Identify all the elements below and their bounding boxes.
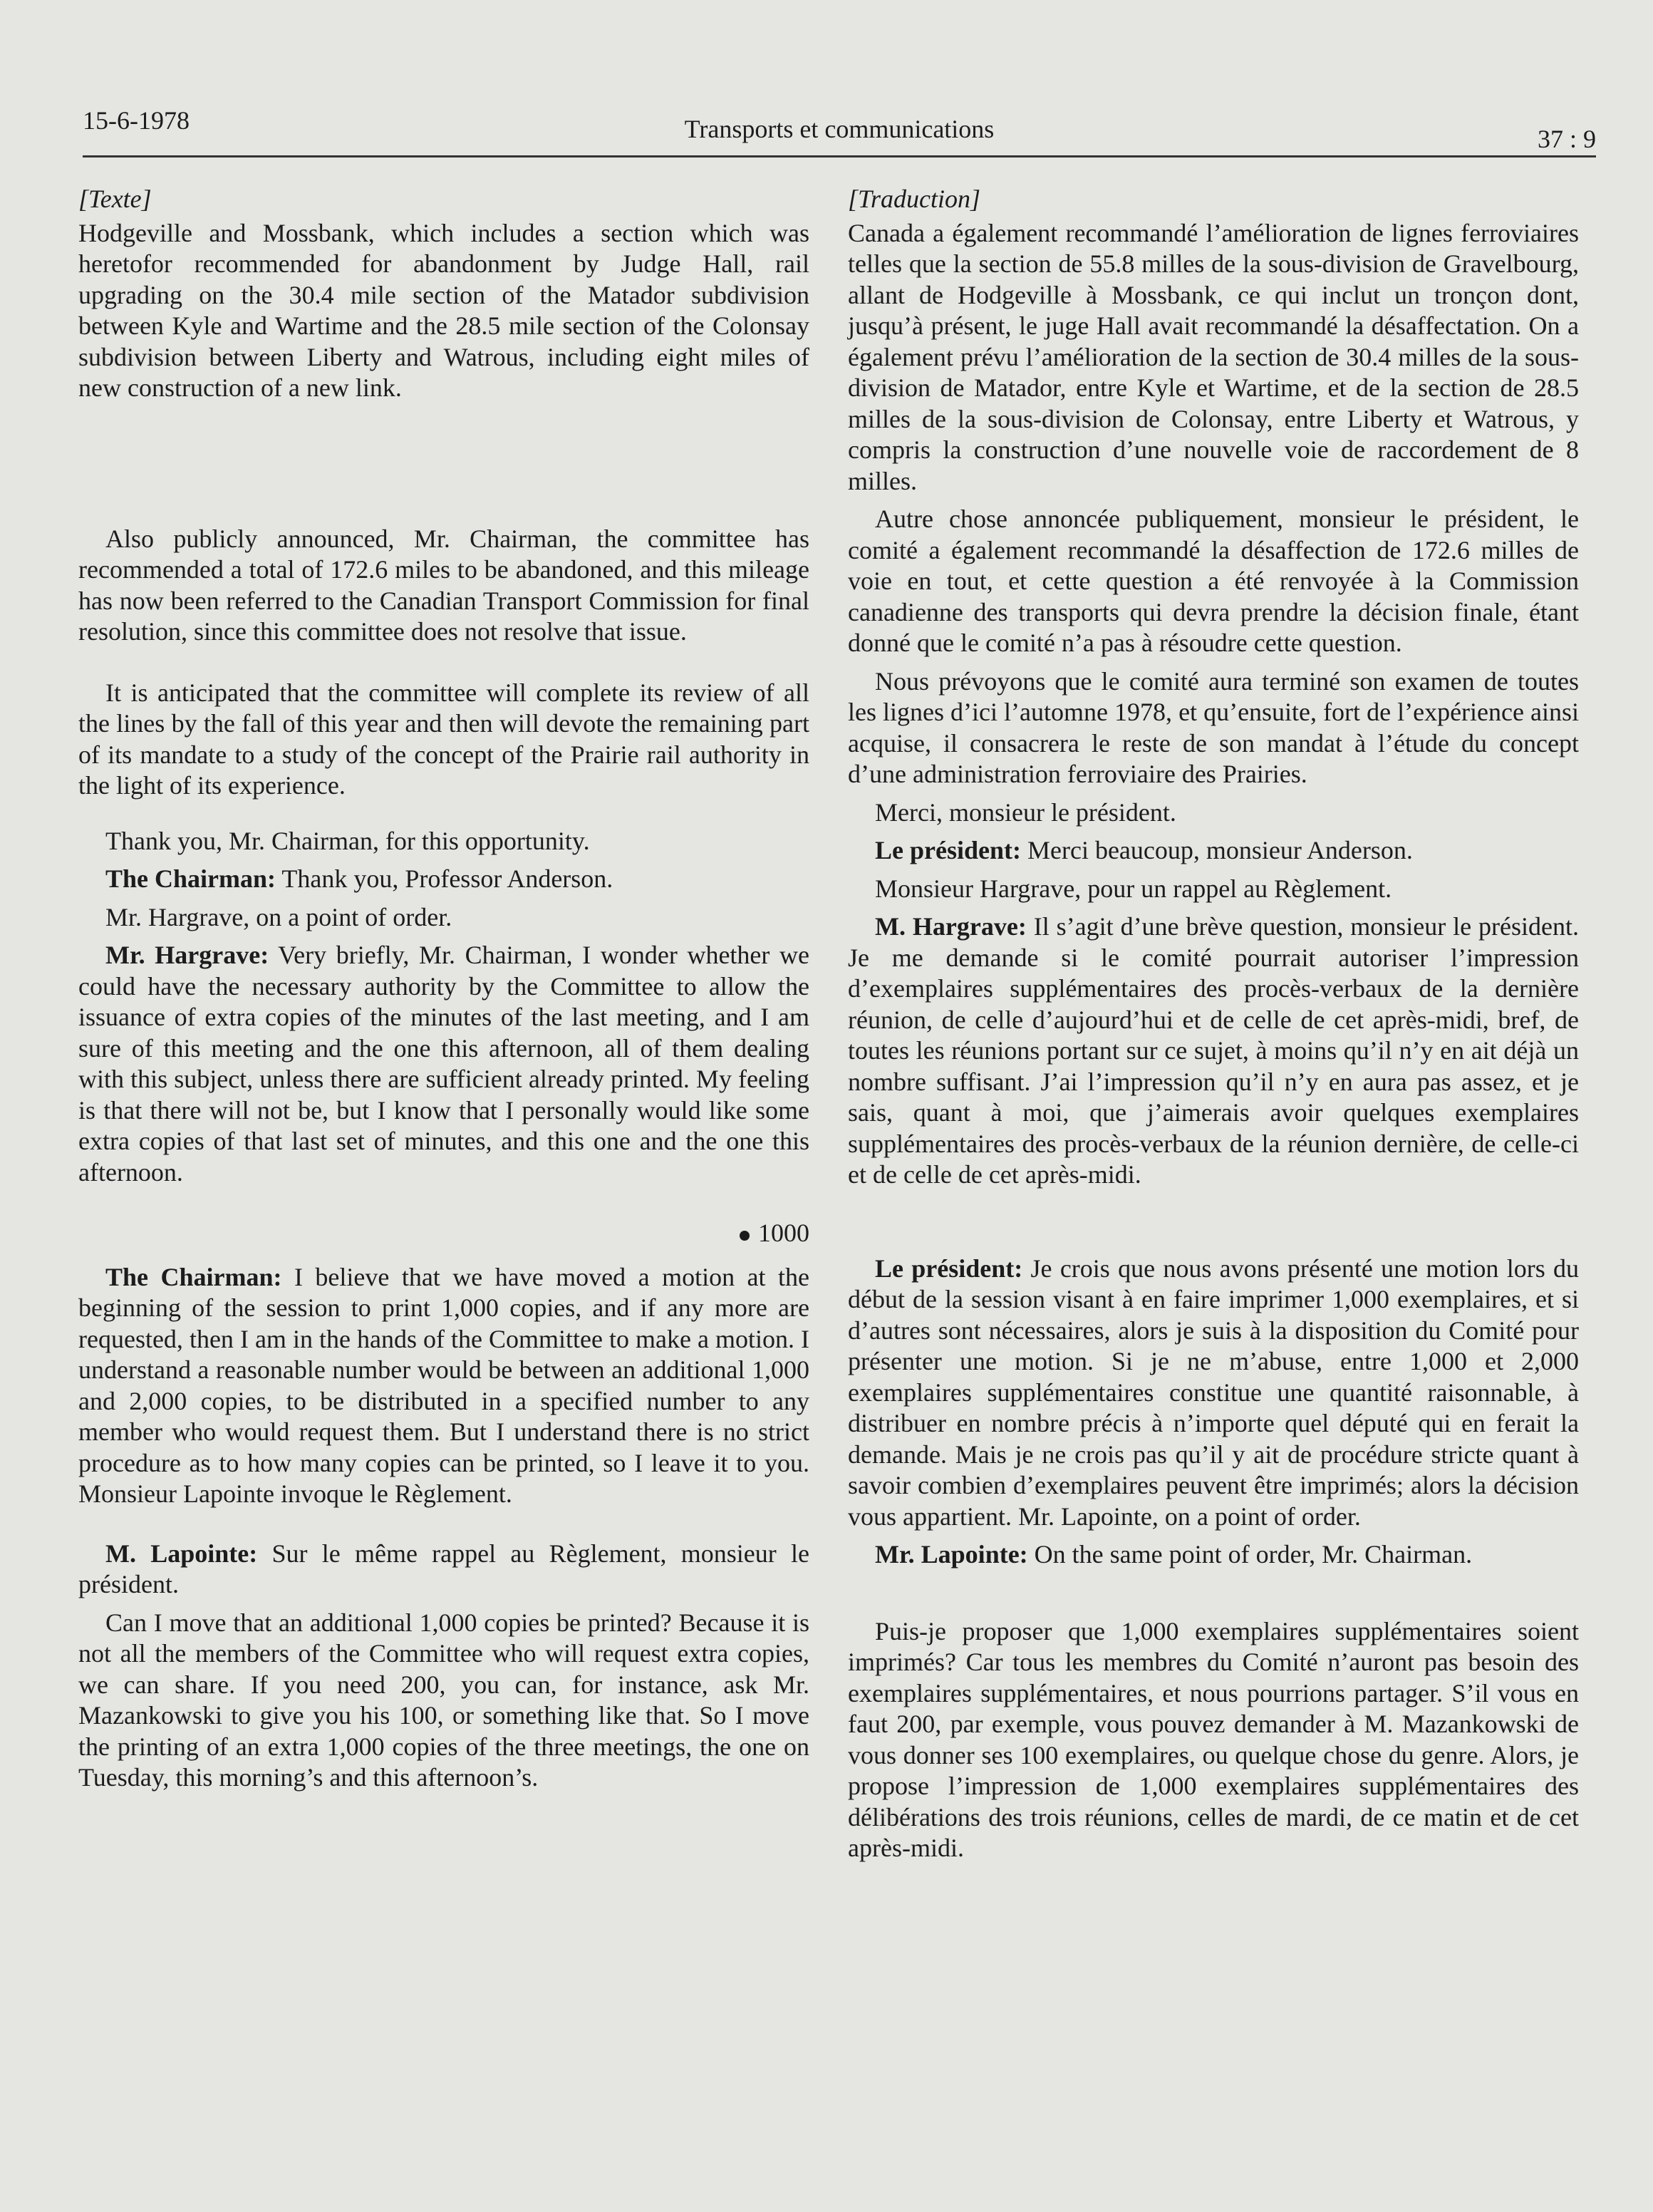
speech-text: Merci beaucoup, monsieur Anderson. xyxy=(1020,836,1413,864)
time-marker-label: 1000 xyxy=(758,1219,809,1247)
right-paragraph: Monsieur Hargrave, pour un rappel au Règlement. xyxy=(875,874,1392,903)
right-paragraph xyxy=(848,911,1579,1191)
speaker-name: The Chairman: xyxy=(105,1262,282,1291)
left-column xyxy=(78,184,809,1794)
speech-text: Je crois que nous avons présenté une motion lors du début de la session visant à en faire imprimer 1,000 exemplaires, et si d’autres sont nécessaires, alors je suis à la disposition du Comité pour présenter une motion. Si je ne m’abuse, entre 1,000 et 2,000 exemplaires supplémentaires constitue une quantité raisonnable, à distribuer en nombre précis à n’importe quel député qui en ferait la demande. Mais je ne crois pas qu’il y ait de procédure stricte quant à savoir combien d’exemplaires peuvent être imprimés; alors la décision vous appartient. Mr. Lapointe, on a point of order. xyxy=(848,1254,1579,1531)
right-paragraph xyxy=(848,1539,1579,1571)
header-page-number: 37 : 9 xyxy=(1537,125,1596,153)
right-paragraph: Merci, monsieur le président. xyxy=(875,797,1176,827)
right-paragraph: Canada a également recommandé l’amélioration de lignes ferroviaires telles que la section de 55.8 milles de la sous-division de Gravelbourg, allant de Hodgeville à Mossbank, ce qui inclut un tronçon dont, jusqu’à présent, le juge Hall avait recommandé la désaffectation. On a également prévu l’amélioration de la section de 30.4 milles de la sous-division de Matador, entre Kyle et Wartime, et de la section de 28.5 milles de la sous-division de Colonsay, entre Liberty et Watrous, y compris la construction d’une nouvelle voie de raccordement de 8 milles. xyxy=(848,218,1579,495)
header-date: 15-6-1978 xyxy=(83,106,190,135)
speaker-name: The Chairman: xyxy=(105,864,276,893)
left-column-label: [Texte] xyxy=(78,185,152,213)
left-paragraph: Thank you, Mr. Chairman, for this opportunity. xyxy=(105,826,590,855)
header-title: Transports et communications xyxy=(684,115,995,143)
speaker-name: Mr. Lapointe: xyxy=(875,1540,1028,1568)
right-paragraph xyxy=(848,835,1579,867)
speaker-name: Mr. Hargrave: xyxy=(105,941,269,969)
speech-text: I believe that we have moved a motion at the beginning of the session to print 1,000 copies, and if any more are requested, then I am in the hands of the Committee to make a motion. I understand a reasonable number would be between an additional 1,000 and 2,000 copies, to be distributed in a specified number to any member who would request them. But I understand there is no strict procedure as to how many copies can be printed, so I leave it to you. Monsieur Lapointe invoque le Règlement. xyxy=(78,1262,809,1508)
speaker-name: Le président: xyxy=(875,1254,1023,1283)
left-paragraph: Also publicly announced, Mr. Chairman, the committee has recommended a total of 172.6 miles to be abandoned, and this mileage has now been referred to the Canadian Transport Commission for final resolution, since this committee does not resolve that issue. xyxy=(78,524,809,646)
speech-text: Il s’agit d’une brève question, monsieur le président. Je me demande si le comité pourrait autoriser l’impression d’exemplaires supplémentaires des procès-verbaux de la dernière réunion, de celle d’aujourd’hui et de celle de cet après-midi, bref, de toutes les réunions portant sur ce sujet, à moins qu’il n’y en ait déjà un nombre suffisant. J’ai l’impression qu’il n’y en aura pas assez, et je sais, quant à moi, que j’aimerais avoir quelques exemplaires supplémentaires des procès-verbaux de la réunion dernière, de celle-ci et de celle de cet après-midi. xyxy=(848,912,1579,1189)
speech-text: On the same point of order, Mr. Chairman. xyxy=(1027,1540,1473,1568)
left-paragraph: Hodgeville and Mossbank, which includes a section which was heretofor recommended for abandonment by Judge Hall, rail upgrading on the 30.4 mile section of the Matador subdivision between Kyle and Wartime and the 28.5 mile section of the Colonsay subdivision between Liberty and Watrous, including eight miles of new construction of a new link. xyxy=(78,218,809,402)
running-header xyxy=(83,105,1596,157)
left-paragraph xyxy=(78,864,809,895)
bullet-icon xyxy=(740,1231,750,1241)
speaker-name: Le président: xyxy=(875,836,1021,864)
speech-text: Very briefly, Mr. Chairman, I wonder whether we could have the necessary authority by the Committee to allow the issuance of extra copies of the minutes of the last meeting, and I am sure of this meeting and the one this afternoon, all of them dealing with this subject, unless there are sufficient already printed. My feeling is that there will not be, but I know that I personally would like some extra copies of that last set of minutes, and this one and the one this afternoon. xyxy=(78,941,809,1187)
speech-text: Sur le même rappel au Règlement, monsieur le président. xyxy=(78,1539,809,1598)
left-paragraph xyxy=(78,1262,809,1510)
right-paragraph: Nous prévoyons que le comité aura terminé son examen de toutes les lignes d’ici l’automne 1978, et qu’ensuite, fort de l’expérience ainsi acquise, il consacrera le reste de son mandat à l’étude du concept d’une administration ferroviaire des Prairies. xyxy=(848,666,1579,788)
left-paragraph: Can I move that an additional 1,000 copies be printed? Because it is not all the members of the Committee who will request extra copies, we can share. If you need 200, you can, for instance, ask Mr. Mazankowski to give you his 100, or something like that. So I move the printing of an extra 1,000 copies of the three meetings, the one on Tuesday, this morning’s and this afternoon’s. xyxy=(78,1608,809,1792)
left-paragraph xyxy=(78,1539,809,1601)
right-paragraph xyxy=(848,1254,1579,1533)
speaker-name: M. Hargrave: xyxy=(875,912,1027,941)
right-paragraph: Autre chose annoncée publiquement, monsieur le président, le comité a également recommandé la désaffection de 172.6 milles de voie en tout, et cette question a été renvoyée à la Commission canadienne des transports qui devra prendre la décision finale, étant donné que le comité n’a pas à résoudre cette question. xyxy=(848,505,1579,657)
right-column xyxy=(848,184,1579,1864)
right-paragraph: Puis-je proposer que 1,000 exemplaires supplémentaires soient imprimés? Car tous les membres du Comité n’auront pas besoin des exemplaires supplémentaires, et nous pourrions partager. S’il vous en faut 200, par exemple, vous pouvez demander à M. Mazankowski de vous donner ses 100 exemplaires, ou quelque chose du genre. Alors, je propose l’impression de 1,000 exemplaires supplémentaires des délibérations des trois réunions, celles de mardi, de ce matin et de cet après-midi. xyxy=(848,1616,1579,1862)
right-column-label: [Traduction] xyxy=(848,185,981,213)
left-paragraph: Mr. Hargrave, on a point of order. xyxy=(105,902,452,931)
left-paragraph: It is anticipated that the committee will complete its review of all the lines by the fall of this year and then will devote the remaining part of its mandate to a study of the concept of the Prairie rail authority in the light of its experience. xyxy=(78,678,809,800)
speaker-name: M. Lapointe: xyxy=(105,1539,258,1568)
time-marker xyxy=(78,1218,809,1249)
speech-text: Thank you, Professor Anderson. xyxy=(276,864,613,893)
left-paragraph xyxy=(78,940,809,1188)
